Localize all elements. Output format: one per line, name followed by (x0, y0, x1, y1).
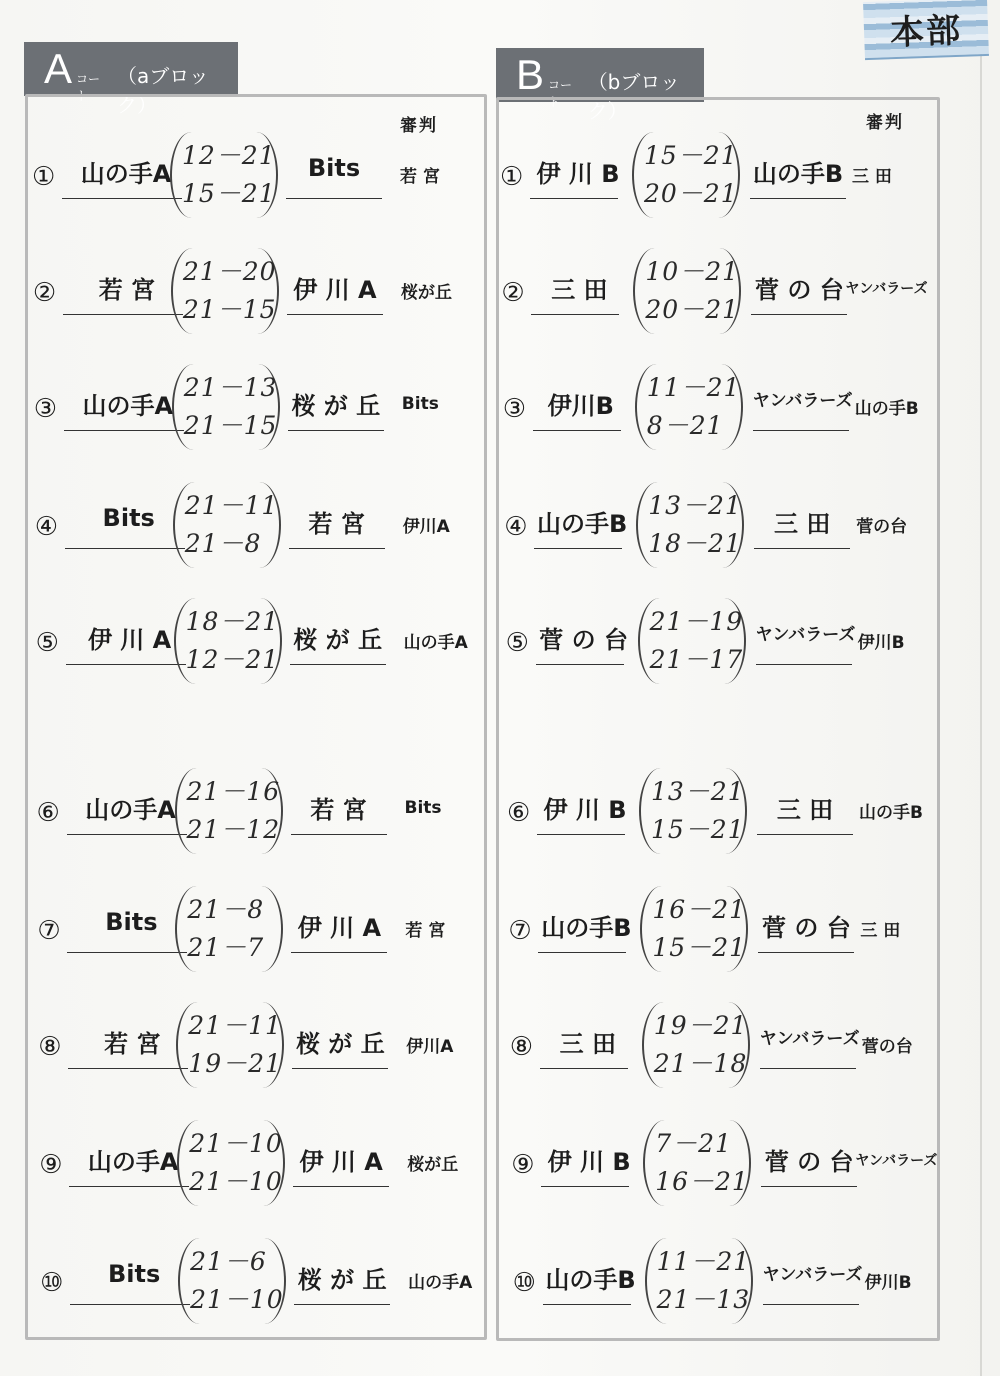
game-2-score: 15－21 (182, 179, 276, 208)
team-right: 伊 川 A (293, 276, 377, 304)
referee-team: 若 宮 (400, 167, 440, 187)
game-1-score: 21－11 (184, 491, 279, 520)
game-1-score: 21－6 (190, 1247, 267, 1276)
court-a-word: コート (76, 72, 101, 103)
court-b-block: （bブロック） (587, 70, 680, 123)
match-number: ② (501, 278, 525, 308)
referee-team: 菅の台 (856, 517, 908, 537)
team-left: Bits (105, 908, 158, 936)
game-2-score: 21－10 (189, 1167, 283, 1196)
game-1-score: 11－21 (656, 1247, 751, 1276)
match-number: ⑨ (39, 1150, 63, 1180)
court-a-match-4 (35, 490, 475, 580)
team-left: 山の手B (545, 1266, 636, 1294)
handwritten-score-bracket (176, 1002, 284, 1088)
referee-team: 山の手B (859, 803, 923, 823)
team-left-underline (543, 1304, 631, 1305)
match-number: ⑤ (505, 628, 529, 658)
match-number: ⑩ (40, 1268, 64, 1298)
referee-team: 伊川A (402, 517, 450, 537)
game-2-score: 20－21 (644, 179, 738, 208)
team-right-underline (754, 548, 850, 549)
team-left-underline (533, 430, 621, 431)
team-right-underline (293, 1186, 389, 1187)
team-right-underline (763, 1304, 859, 1305)
team-left: 山の手A (80, 160, 172, 188)
team-left: 山の手B (541, 914, 632, 942)
handwritten-score-bracket (175, 768, 283, 854)
court-b-match-3 (503, 372, 943, 462)
team-left-underline (541, 1186, 629, 1187)
match-number: ⑩ (512, 1268, 536, 1298)
game-2-score: 15－21 (651, 815, 745, 844)
court-b-match-4 (504, 490, 944, 580)
game-2-score: 21－18 (653, 1049, 748, 1078)
court-b-match-5 (506, 606, 946, 696)
court-b-referee-header: 審判 (866, 113, 904, 133)
court-a-match-6 (37, 776, 477, 866)
team-left-underline (65, 548, 185, 549)
game-1-score: 21－20 (182, 257, 277, 286)
team-right: 桜 が 丘 (297, 1266, 387, 1294)
court-b-match-10 (513, 1246, 953, 1336)
team-left-underline (534, 548, 622, 549)
referee-team: 伊川B (864, 1273, 912, 1293)
team-left: 三 田 (559, 1030, 616, 1058)
game-1-score: 11－21 (646, 373, 741, 402)
court-a-match-1 (32, 140, 472, 230)
game-2-score: 19－21 (188, 1049, 282, 1078)
handwritten-score-bracket (174, 598, 282, 684)
court-b-match-1 (500, 140, 940, 230)
game-2-score: 8－21 (646, 411, 724, 440)
team-left: 若 宮 (98, 276, 156, 304)
team-left: Bits (107, 1260, 161, 1288)
team-right-underline (289, 548, 385, 549)
team-right-underline (761, 1186, 857, 1187)
team-left-underline (70, 1304, 190, 1305)
court-a-letter: A (44, 45, 73, 92)
team-right: 伊 川 A (297, 914, 382, 942)
team-right-underline (751, 314, 847, 315)
team-right-underline (294, 1304, 390, 1305)
court-b-match-8 (510, 1010, 950, 1100)
referee-team: 桜が丘 (407, 1155, 459, 1175)
team-left: 三 田 (551, 276, 608, 304)
team-right-underline (290, 664, 386, 665)
court-b-match-7 (508, 894, 948, 984)
team-left: 山の手A (87, 1148, 179, 1176)
game-1-score: 16－21 (652, 895, 747, 924)
match-number: ⑧ (509, 1032, 534, 1062)
team-left-underline (538, 952, 626, 953)
match-number: ⑧ (38, 1032, 62, 1062)
team-left-underline (66, 664, 186, 665)
handwritten-score-bracket (633, 248, 741, 334)
game-1-score: 12－21 (182, 141, 276, 170)
referee-team: 伊川B (857, 633, 905, 653)
game-1-score: 13－21 (648, 491, 742, 520)
game-1-score: 19－21 (653, 1011, 748, 1040)
team-left: 若 宮 (104, 1030, 161, 1058)
team-right-underline (753, 430, 849, 431)
team-right-underline (756, 664, 852, 665)
referee-team: 伊川A (406, 1037, 454, 1057)
handwritten-score-bracket (172, 364, 280, 450)
handwritten-score-bracket (636, 482, 744, 568)
game-2-score: 21－12 (186, 815, 281, 844)
game-2-score: 18－21 (648, 529, 742, 558)
team-right: 菅 の 台 (755, 276, 844, 304)
team-right: 若 宮 (308, 510, 365, 538)
game-2-score: 21－17 (649, 645, 744, 674)
game-1-score: 13－21 (651, 777, 745, 806)
court-a-match-7 (37, 894, 477, 984)
game-1-score: 18－21 (185, 607, 280, 636)
court-b-word: コート (548, 78, 573, 109)
match-number: ⑨ (511, 1150, 535, 1180)
team-left-underline (64, 430, 184, 431)
team-left: Bits (102, 504, 155, 532)
game-1-score: 21－19 (649, 607, 744, 636)
team-left: 伊 川 B (536, 160, 620, 188)
game-1-score: 21－13 (183, 373, 278, 402)
game-2-score: 20－21 (645, 295, 740, 324)
handwritten-score-bracket (178, 1238, 286, 1324)
court-a-title (24, 42, 238, 117)
game-2-score: 21－8 (184, 529, 262, 558)
team-right-underline (757, 834, 853, 835)
handwritten-score-bracket (170, 132, 278, 218)
handwritten-score-bracket (638, 598, 746, 684)
court-b-match-2 (501, 256, 941, 346)
game-2-score: 12－21 (185, 645, 280, 674)
page-edge (980, 0, 982, 1376)
court-a-match-2 (33, 256, 473, 346)
referee-team: 三 田 (852, 167, 892, 187)
handwritten-score-bracket (645, 1238, 753, 1324)
team-right-underline (758, 952, 854, 953)
referee-team: 山の手B (854, 399, 919, 419)
team-right-underline (291, 834, 387, 835)
match-number: ⑦ (508, 916, 532, 946)
team-right: 桜 が 丘 (295, 1030, 385, 1058)
team-right: 桜 が 丘 (293, 626, 382, 654)
referee-team: 桜が丘 (400, 283, 452, 303)
team-left: 伊 川 A (87, 626, 172, 654)
game-1-score: 15－21 (644, 141, 738, 170)
court-a-match-10 (40, 1246, 480, 1336)
team-right: ヤンバラーズ (752, 391, 853, 411)
match-number: ⑤ (35, 628, 59, 658)
referee-team: 菅の台 (861, 1037, 913, 1057)
team-left-underline (67, 834, 187, 835)
game-2-score: 16－21 (655, 1167, 749, 1196)
team-left-underline (531, 314, 619, 315)
team-right: 若 宮 (310, 796, 367, 824)
handwritten-score-bracket (177, 1120, 285, 1206)
referee-team: 若 宮 (405, 921, 446, 941)
match-number: ④ (504, 512, 528, 542)
team-right-underline (291, 952, 387, 953)
team-left: 伊川B (547, 392, 614, 420)
match-number: ① (32, 162, 56, 192)
team-right-underline (286, 198, 382, 199)
game-2-score: 21－10 (190, 1285, 284, 1314)
team-left-underline (537, 834, 625, 835)
team-left-underline (69, 1186, 189, 1187)
team-left: 菅 の 台 (539, 626, 628, 654)
team-right: 菅 の 台 (762, 914, 851, 942)
court-b-match-6 (507, 776, 947, 866)
handwritten-score-bracket (632, 132, 740, 218)
handwritten-score-bracket (640, 886, 748, 972)
team-left: 伊 川 B (547, 1148, 631, 1176)
handwritten-score-bracket (639, 768, 747, 854)
team-right-underline (760, 1068, 856, 1069)
referee-team: ヤンバラーズ (845, 281, 928, 297)
game-1-score: 7－21 (655, 1129, 732, 1158)
match-number: ③ (502, 394, 527, 424)
team-right: Bits (307, 154, 361, 182)
court-a-referee-header: 審判 (400, 116, 438, 136)
team-left-underline (62, 198, 182, 199)
court-a-match-3 (34, 372, 474, 462)
game-1-score: 21－11 (188, 1011, 282, 1040)
match-number: ① (500, 162, 524, 192)
handwritten-score-bracket (635, 364, 743, 450)
team-left-underline (67, 952, 187, 953)
game-2-score: 21－15 (182, 295, 277, 324)
handwritten-score-bracket (642, 1002, 750, 1088)
court-a-match-5 (36, 606, 476, 696)
court-b-title (496, 48, 704, 123)
team-left: 伊 川 B (543, 796, 627, 824)
team-left: 山の手A (85, 796, 176, 824)
team-right: 伊 川 A (299, 1148, 383, 1176)
game-2-score: 21－15 (183, 411, 278, 440)
match-number: ④ (34, 512, 58, 542)
handwritten-score-bracket (175, 886, 283, 972)
team-left-underline (540, 1068, 628, 1069)
court-a-match-9 (39, 1128, 479, 1218)
court-a-match-8 (38, 1010, 478, 1100)
team-right: 菅 の 台 (764, 1148, 854, 1176)
handwritten-score-bracket (171, 248, 279, 334)
team-right: ヤンバラーズ (759, 1029, 860, 1049)
team-right: ヤンバラーズ (755, 625, 856, 645)
referee-team: 三 田 (860, 921, 901, 941)
game-1-score: 21－10 (189, 1129, 283, 1158)
team-left: 山の手A (82, 392, 174, 420)
game-2-score: 21－7 (187, 933, 265, 962)
referee-team: Bits (404, 798, 442, 818)
referee-team: ヤンバラーズ (855, 1153, 938, 1169)
team-left-underline (530, 198, 618, 199)
team-right: 三 田 (776, 796, 834, 824)
game-1-score: 10－21 (645, 257, 740, 286)
match-number: ② (32, 278, 57, 308)
match-number: ③ (33, 394, 58, 424)
referee-team: 山の手A (408, 1273, 473, 1293)
team-right-underline (288, 430, 384, 431)
referee-team: Bits (401, 394, 439, 414)
team-right: 三 田 (774, 510, 831, 538)
handwritten-score-bracket (173, 482, 281, 568)
court-b-letter: B (516, 51, 545, 98)
team-right: 山の手B (752, 160, 844, 188)
team-left-underline (63, 314, 183, 315)
game-2-score: 15－21 (652, 933, 747, 962)
team-right: 桜 が 丘 (291, 392, 381, 420)
team-right-underline (292, 1068, 388, 1069)
referee-team: 山の手A (403, 633, 468, 653)
game-1-score: 21－8 (187, 895, 265, 924)
match-number: ⑥ (507, 798, 531, 828)
team-left-underline (68, 1068, 188, 1069)
game-2-score: 21－13 (656, 1285, 751, 1314)
court-a-block: （aブロック） (117, 64, 209, 117)
team-left: 山の手B (537, 510, 628, 538)
match-number: ⑦ (37, 916, 61, 946)
headquarters-tape-label: 本部 (863, 0, 989, 60)
team-right-underline (750, 198, 846, 199)
court-b-match-9 (511, 1128, 951, 1218)
game-1-score: 21－16 (186, 777, 281, 806)
team-left-underline (536, 664, 624, 665)
match-number: ⑥ (36, 798, 60, 828)
team-right: ヤンバラーズ (762, 1265, 863, 1285)
handwritten-score-bracket (643, 1120, 751, 1206)
team-right-underline (287, 314, 383, 315)
